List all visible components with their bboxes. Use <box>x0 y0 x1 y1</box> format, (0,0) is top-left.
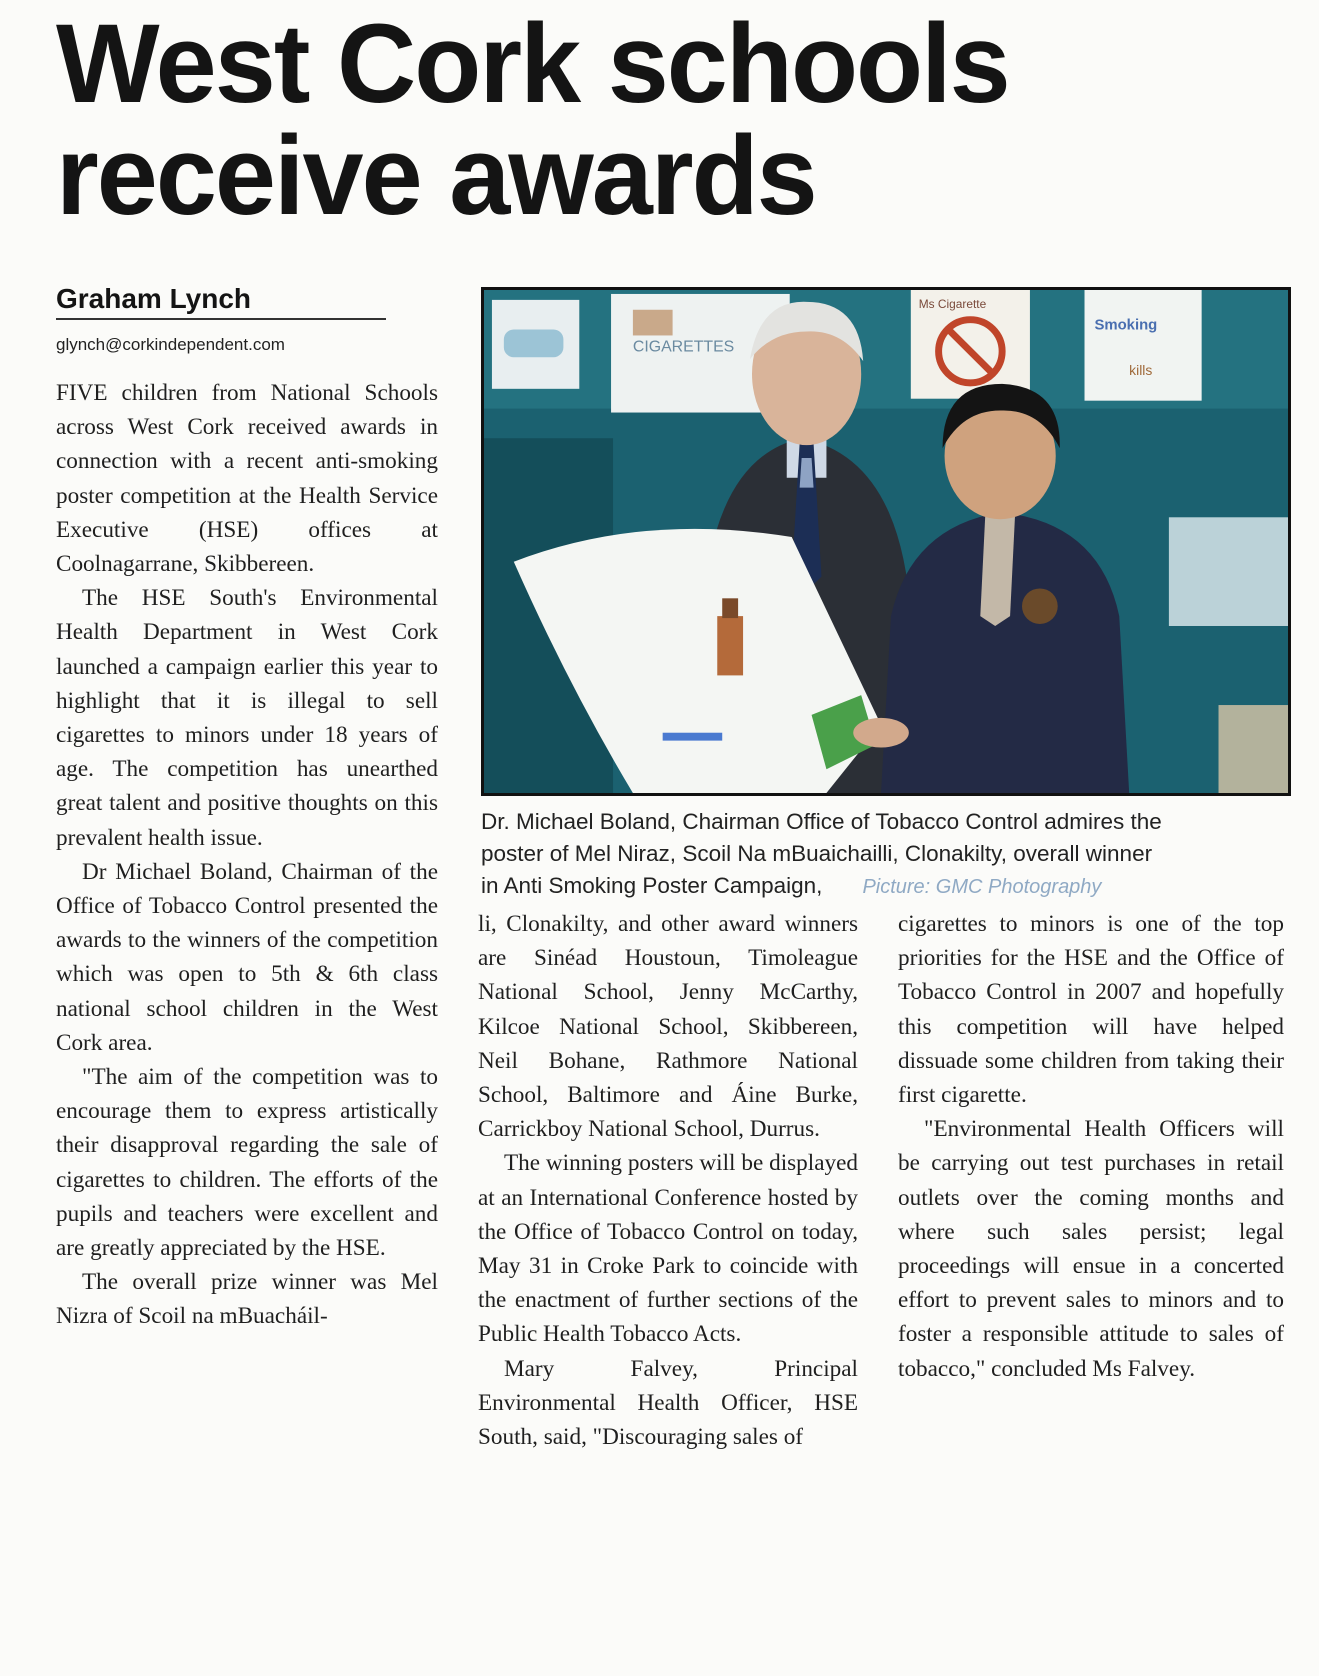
paragraph: FIVE children from National Schools across West Cork received awards in connection with a recent anti-smoking poster competition at the Health Service Executive (HSE) offices at Coolnagarrane, Skibbereen. <box>56 380 438 578</box>
poster-text: Smoking <box>1094 317 1158 334</box>
paragraph: li, Clonakilty, and other award winners are Sinéad Houstoun, Timoleague National School, Jenny McCarthy, Kilcoe National School, Skibbereen, Neil Bohane, Rathmore National School, Baltimore and Áine Burke, Carrickboy National School, Durrus. <box>478 911 858 1143</box>
photo-credit: Picture: GMC Photography <box>862 876 1102 898</box>
article-column-2 <box>478 907 858 1454</box>
paragraph: The overall prize winner was Mel Nizra of Scoil na mBuacháil- <box>56 1269 438 1330</box>
photo-caption <box>481 806 1296 903</box>
article-column-1 <box>56 376 438 1334</box>
headline <box>56 1 1271 238</box>
caption-line <box>481 870 1296 903</box>
caption-line: poster of Mel Niraz, Scoil Na mBuaichailli, Clonakilty, overall winner <box>481 841 1153 866</box>
poster-text: Ms Cigarette <box>918 296 987 311</box>
article-column-3 <box>898 907 1284 1386</box>
paragraph: The winning posters will be displayed at an International Conference hosted by the Office of Tobacco Control on today, May 31 in Croke Park to coincide with the enactment of further sections of the Public Health Tobacco Acts. <box>478 1150 858 1348</box>
paragraph: "Environmental Health Officers will be carrying out test purchases in retail outlets over the coming months and where such sales persist; legal proceedings will ensue in a concerted effort to prevent sales to minors and to foster a responsible attitude to sales of tobacco," concluded Ms Falvey. <box>898 1116 1284 1382</box>
caption-line: Dr. Michael Boland, Chairman Office of Tobacco Control admires the <box>481 809 1162 834</box>
author-email: glynch@corkindependent.com <box>56 335 285 354</box>
headline-line-2: receive awards <box>56 113 816 238</box>
wall-poster <box>1085 290 1202 401</box>
paragraph: Mary Falvey, Principal Environmental Health Officer, HSE South, said, "Discouraging sales of <box>478 1355 858 1451</box>
poster-text: kills <box>1129 362 1153 378</box>
caption-line-text: in Anti Smoking Poster Campaign, <box>481 873 823 898</box>
poster-text: CIGARETTES <box>632 338 735 356</box>
paragraph: The HSE South's Environmental Health Department in West Cork launched a campaign earlier this year to highlight that it is illegal to sell cigarettes to minors under 18 years of age. The competition has unearthed great talent and positive thoughts on this prevalent health issue. <box>56 585 438 851</box>
school-crest-icon <box>1022 588 1058 624</box>
paragraph: "The aim of the competition was to encourage them to express artistically their disapproval regarding the sale of cigarettes to children. The efforts of the pupils and teachers were excellent and are greatly appreciated by the HSE. <box>56 1064 438 1262</box>
photo-illustration <box>484 290 1288 793</box>
paragraph: Dr Michael Boland, Chairman of the Office of Tobacco Control presented the awards to the winners of the competition which was open to 5th & 6th class national school children in the West Cork area. <box>56 858 438 1056</box>
article-photo <box>481 287 1291 796</box>
paragraph: cigarettes to minors is one of the top priorities for the HSE and the Office of Tobacco Control in 2007 and hopefully this competition will have helped dissuade some children from taking their first cigarette. <box>898 911 1284 1109</box>
author-byline: Graham Lynch <box>56 282 386 320</box>
headline-line-1: West Cork schools <box>56 1 1009 126</box>
